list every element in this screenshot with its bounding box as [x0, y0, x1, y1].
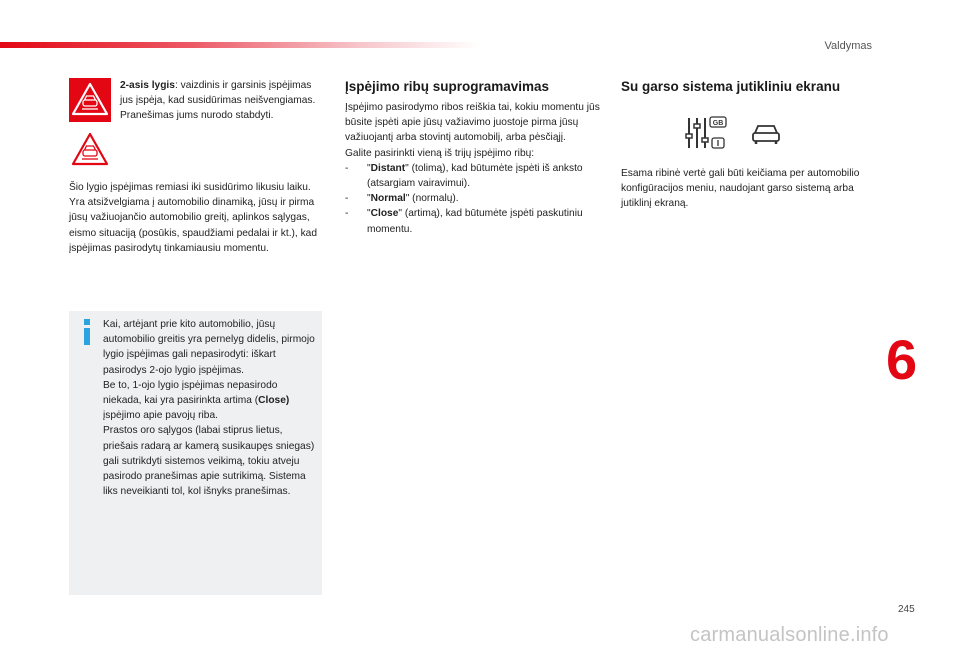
- threshold-item-normal: - "Normal" (normalų).: [345, 193, 459, 205]
- info-paragraph-2: Be to, 1-ojo lygio įspėjimas nepasirodo niekada, kai yra pasirinkta artima (Close) įspėjimo apie pavojų riba.: [103, 379, 290, 422]
- level2-label: 2-asis lygis: [120, 80, 175, 91]
- settings-sliders-icon: [684, 114, 728, 152]
- threshold-item-distant: - "Distant" (tolimą), kad būtumėte įspėti iš anksto (atsargiam vairavimui).: [345, 162, 583, 190]
- header-accent-bar: [0, 42, 480, 48]
- level2-description: [120, 78, 320, 124]
- collision-alert-outline-icon: [69, 128, 111, 172]
- touchscreen-heading: Su garso sistema jutikliniu ekranu: [621, 79, 841, 94]
- gb-label: GB: [712, 120, 724, 127]
- info-text: [103, 317, 315, 499]
- info-paragraph-1: Kai, artėjant prie kito automobilio, jūsų automobilio greitis yra pernelyg didelis, pirmojo lygio įspėjimas gali nepasirodyti: iškart pasirodys 2-ojo lygio įspėjimas.: [103, 319, 315, 376]
- info-icon: [81, 319, 93, 345]
- level2-text: : vaizdinis ir garsinis įspėjimas jus įspėja, kad susidūrimas neišvengiamas.: [120, 80, 316, 107]
- threshold-item-close: - "Close" (artimą), kad būtumėte įspėti paskutiniu momentu.: [345, 208, 583, 235]
- section-title: Valdymas: [824, 40, 872, 52]
- level-explanation: Šio lygio įspėjimas remiasi iki susidūrimo likusiu laiku. Yra atsižvelgiama į automobilio dinamiką, jūsų ir pirma jūsų važiuojančio automobilio greitį, aplinkos sąlygas, eismo situaciją (posūkis, spaudžiami pedalai ir kt.), kad įspėjimas pasirodytų tinkamiausiu momentu.: [69, 182, 318, 254]
- thresholds-heading: Įspėjimo ribų suprogramavimas: [345, 79, 550, 94]
- info-box: [69, 311, 322, 595]
- watermark: carmanualsonline.info: [690, 624, 889, 646]
- page-number: 245: [898, 604, 915, 615]
- thresholds-choose: Galite pasirinkti vieną iš trijų įspėjimo ribų:: [345, 147, 535, 159]
- info-paragraph-3: Prastos oro sąlygos (labai stiprus lietus, priešais radarą ar kamerą susikaupęs sniegas) gali sutrikdyti sistemos veikimą, tokiu atveju pasirodo pranešimas apie sutrikimą. Sistema liks neveikianti tol, kol išnyks pranešimas.: [103, 425, 315, 498]
- car-icon: [750, 121, 782, 147]
- thresholds-intro: Įspėjimo pasirodymo ribos reiškia tai, kokiu momentu jūs būsite įspėti apie jūsų važiavimo juostoje pirma jūsų važiuojantį arba stovintį automobilį, arba pėsčiąjį.: [345, 102, 600, 144]
- touchscreen-text: Esama ribinė vertė gali būti keičiama per automobilio konfigūracijos meniu, naudojant garso sistemą arba jutiklinį ekraną.: [621, 168, 860, 210]
- chapter-number: 6: [886, 328, 918, 391]
- collision-alert-red-icon: [69, 78, 111, 122]
- thresholds-body: [345, 100, 600, 237]
- level2-stop-message: Pranešimas jums nurodo stabdyti.: [120, 110, 274, 122]
